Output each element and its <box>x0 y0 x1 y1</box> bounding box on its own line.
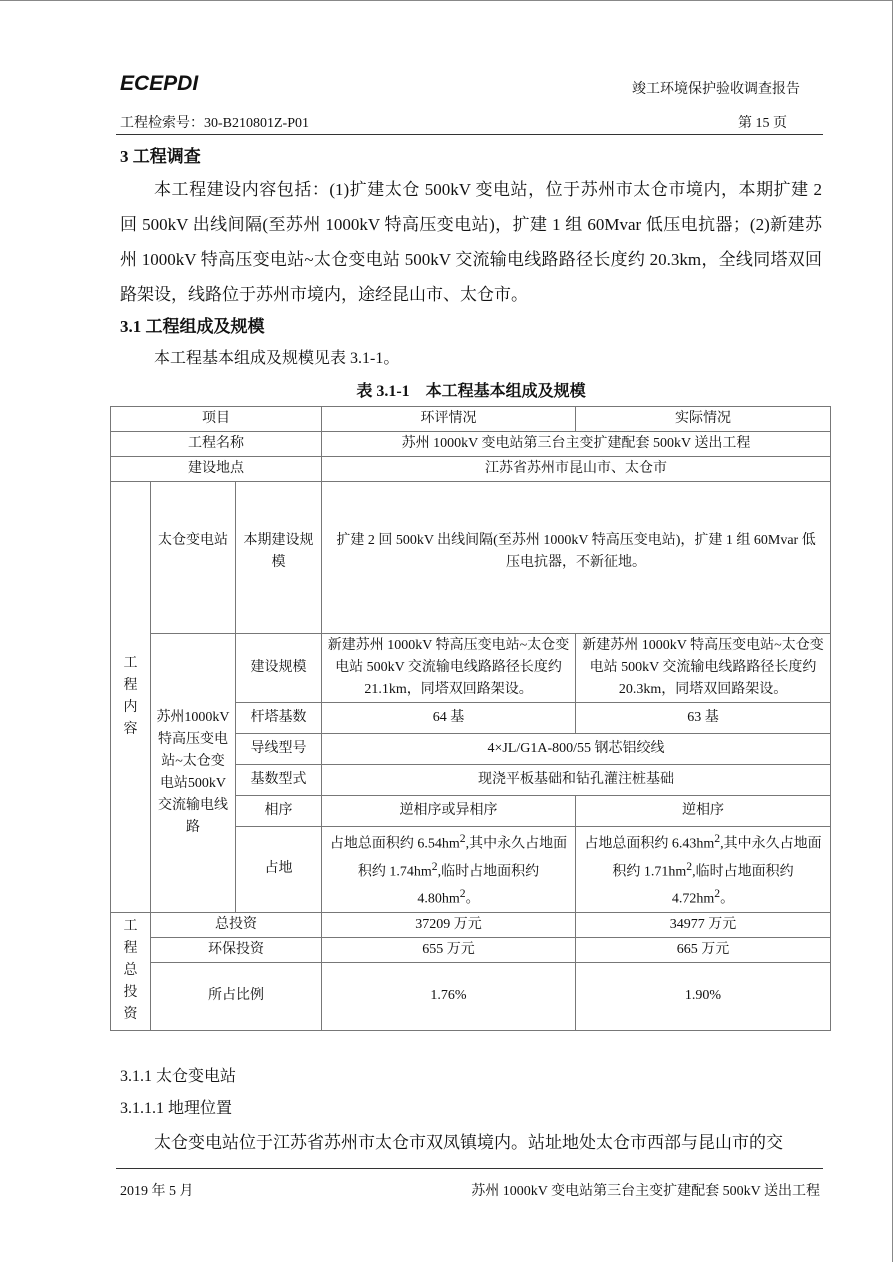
table-row <box>111 634 831 703</box>
table-cell: 杆塔基数 <box>236 703 322 734</box>
company-logo: ECEPDI <box>120 72 199 95</box>
table-cell: 1.90% <box>576 962 831 1030</box>
table-cell: 655 万元 <box>322 937 576 962</box>
table-cell: 苏州1000kV特高压变电站~太仓变电站500kV交流输电线路 <box>151 634 236 913</box>
table-cell: 工程内容 <box>111 482 151 913</box>
table-cell: 逆相序或异相序 <box>322 796 576 827</box>
table-cell: 63 基 <box>576 703 831 734</box>
table-cell: 新建苏州 1000kV 特高压变电站~太仓变电站 500kV 交流输电线路路径长度约 21.1km，同塔双回路架设。 <box>322 634 576 703</box>
table-cell: 扩建 2 回 500kV 出线间隔(至苏州 1000kV 特高压变电站)，扩建 1 组 60Mvar 低压电抗器，不新征地。 <box>322 482 831 634</box>
subsection-heading: 3.1 工程组成及规模 <box>120 317 265 336</box>
table-cell: 建设地点 <box>111 457 322 482</box>
subsection-heading-3111: 3.1.1.1 地理位置 <box>120 1099 233 1117</box>
table-cell: 4×JL/G1A-800/55 钢芯铝绞线 <box>322 734 831 765</box>
table-cell: 总投资 <box>151 912 322 937</box>
table-cell: 64 基 <box>322 703 576 734</box>
table-row <box>111 457 831 482</box>
table-header-cell: 项目 <box>111 407 322 432</box>
table-cell: 苏州 1000kV 变电站第三台主变扩建配套 500kV 送出工程 <box>322 432 831 457</box>
table-cell: 太仓变电站 <box>151 482 236 634</box>
section-heading: 3 工程调查 <box>120 147 201 166</box>
project-index: 工程检索号：30-B210801Z-P01 <box>120 116 309 131</box>
section-intro: 本工程建设内容包括：(1)扩建太仓 500kV 变电站，位于苏州市太仓市境内，本期扩建 2 回 500kV 出线间隔(至苏州 1000kV 特高压变电站)，扩建 1 组 60Mvar 低压电抗器；(2)新建苏州 1000kV 特高压变电站~太仓变电站 500kV 交流输电线路路径长度约 20.3km，全线同塔双回路架设，线路位于苏州市境内，途经昆山市、太仓市。 <box>120 180 822 304</box>
table-cell: 34977 万元 <box>576 912 831 937</box>
table-cell: 环保投资 <box>151 937 322 962</box>
subsection-heading-311: 3.1.1 太仓变电站 <box>120 1067 237 1085</box>
composition-table <box>110 406 831 1031</box>
table-row <box>111 912 831 937</box>
footer-project: 苏州 1000kV 变电站第三台主变扩建配套 500kV 送出工程 <box>471 1184 820 1199</box>
table-cell: 工程名称 <box>111 432 322 457</box>
footer-divider <box>116 1168 823 1169</box>
table-cell: 37209 万元 <box>322 912 576 937</box>
table-cell: 建设规模 <box>236 634 322 703</box>
report-title: 竣工环境保护验收调查报告 <box>632 82 800 97</box>
table-row <box>111 962 831 1030</box>
location-text: 太仓变电站位于江苏省苏州市太仓市双凤镇境内。站址地处太仓市西部与昆山市的交 <box>154 1132 783 1152</box>
table-cell: 基数型式 <box>236 765 322 796</box>
table-caption: 表 3.1-1 本工程基本组成及规模 <box>356 383 586 400</box>
table-row <box>111 937 831 962</box>
table-cell: 1.76% <box>322 962 576 1030</box>
table-row <box>111 432 831 457</box>
land-eia-cell: 占地总面积约 $6.54hm^2$,其中永久占地面积约 $1.74hm^2$,临时占地面积约 $4.80hm^2$。 <box>322 827 576 913</box>
page-border <box>0 0 893 1</box>
page-content <box>120 142 822 1160</box>
header-divider <box>116 134 823 135</box>
table-cell: 占地 <box>236 827 322 913</box>
table-row <box>111 482 831 634</box>
table-cell: 665 万元 <box>576 937 831 962</box>
table-cell: 所占比例 <box>151 962 322 1030</box>
land-actual-cell: 占地总面积约 $6.43hm^2$,其中永久占地面积约 $1.71hm^2$,临时占地面积约 $4.72hm^2$。 <box>576 827 831 913</box>
table-header-cell: 环评情况 <box>322 407 576 432</box>
table-cell: 导线型号 <box>236 734 322 765</box>
table-header-cell: 实际情况 <box>576 407 831 432</box>
table-cell: 新建苏州 1000kV 特高压变电站~太仓变电站 500kV 交流输电线路路径长度约 20.3km，同塔双回路架设。 <box>576 634 831 703</box>
table-cell: 现浇平板基础和钻孔灌注桩基础 <box>322 765 831 796</box>
page-number: 第 15 页 <box>738 116 787 131</box>
footer-date: 2019 年 5 月 <box>120 1184 194 1199</box>
table-cell: 江苏省苏州市昆山市、太仓市 <box>322 457 831 482</box>
table-cell: 逆相序 <box>576 796 831 827</box>
table-cell: 本期建设规模 <box>236 482 322 634</box>
table-cell: 相序 <box>236 796 322 827</box>
table-row <box>111 407 831 432</box>
table-cell: 工程总投资 <box>111 912 151 1030</box>
subsection-text: 本工程基本组成及规模见表 3.1-1。 <box>154 350 400 367</box>
